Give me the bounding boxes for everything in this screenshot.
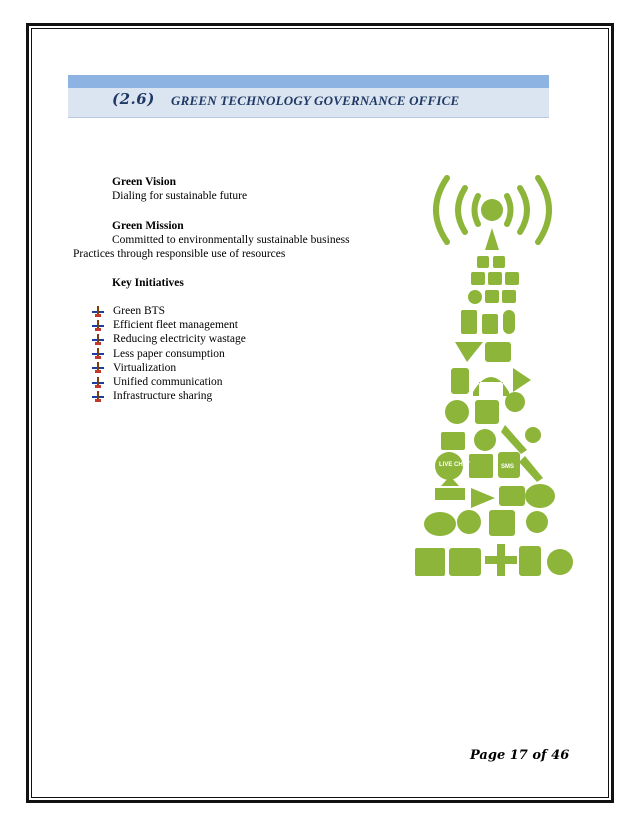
list-item bbox=[92, 389, 246, 403]
arrow-bullet-icon bbox=[92, 362, 104, 373]
list-item bbox=[92, 361, 246, 375]
header-stripe bbox=[68, 75, 549, 88]
list-item bbox=[92, 304, 246, 318]
list-item-label: Unified communication bbox=[113, 375, 223, 388]
arrow-bullet-icon bbox=[92, 306, 104, 317]
sms-label: SMS bbox=[501, 464, 515, 470]
list-item bbox=[92, 332, 246, 346]
section-title: GREEN TECHNOLOGY GOVERNANCE OFFICE bbox=[171, 93, 460, 108]
list-item-label: Virtualization bbox=[113, 361, 177, 374]
arrow-bullet-icon bbox=[92, 377, 104, 388]
list-item bbox=[92, 375, 246, 389]
list-item-label: Infrastructure sharing bbox=[113, 390, 213, 403]
arrow-bullet-icon bbox=[92, 320, 104, 331]
section-number: (2.6) bbox=[112, 90, 155, 108]
chat-label: LIVE CHAT bbox=[439, 462, 471, 468]
arrow-bullet-icon bbox=[92, 348, 104, 359]
list-item-label: Green BTS bbox=[113, 305, 166, 317]
list-item-label: Less paper consumption bbox=[113, 347, 225, 360]
list-item bbox=[92, 318, 246, 332]
tower-icon-grid bbox=[415, 228, 573, 576]
mission-heading: Green Mission bbox=[112, 220, 184, 232]
arrow-bullet-icon bbox=[92, 334, 104, 345]
mission-text-line1: Committed to environmentally sustainable business bbox=[112, 234, 350, 246]
arrow-bullet-icon bbox=[92, 391, 104, 402]
globe-icon bbox=[481, 199, 503, 221]
initiatives-list bbox=[92, 304, 246, 403]
list-item-label: Reducing electricity wastage bbox=[113, 333, 246, 346]
mission-text-line2: Practices through responsible use of resources bbox=[73, 248, 286, 260]
list-item-label: Efficient fleet management bbox=[113, 319, 238, 332]
list-item bbox=[92, 347, 246, 361]
green-tower-illustration bbox=[405, 170, 580, 580]
initiatives-heading: Key Initiatives bbox=[112, 277, 184, 289]
page-number: Page 17 of 46 bbox=[470, 748, 570, 763]
vision-heading: Green Vision bbox=[112, 176, 177, 188]
vision-text: Dialing for sustainable future bbox=[112, 190, 248, 202]
